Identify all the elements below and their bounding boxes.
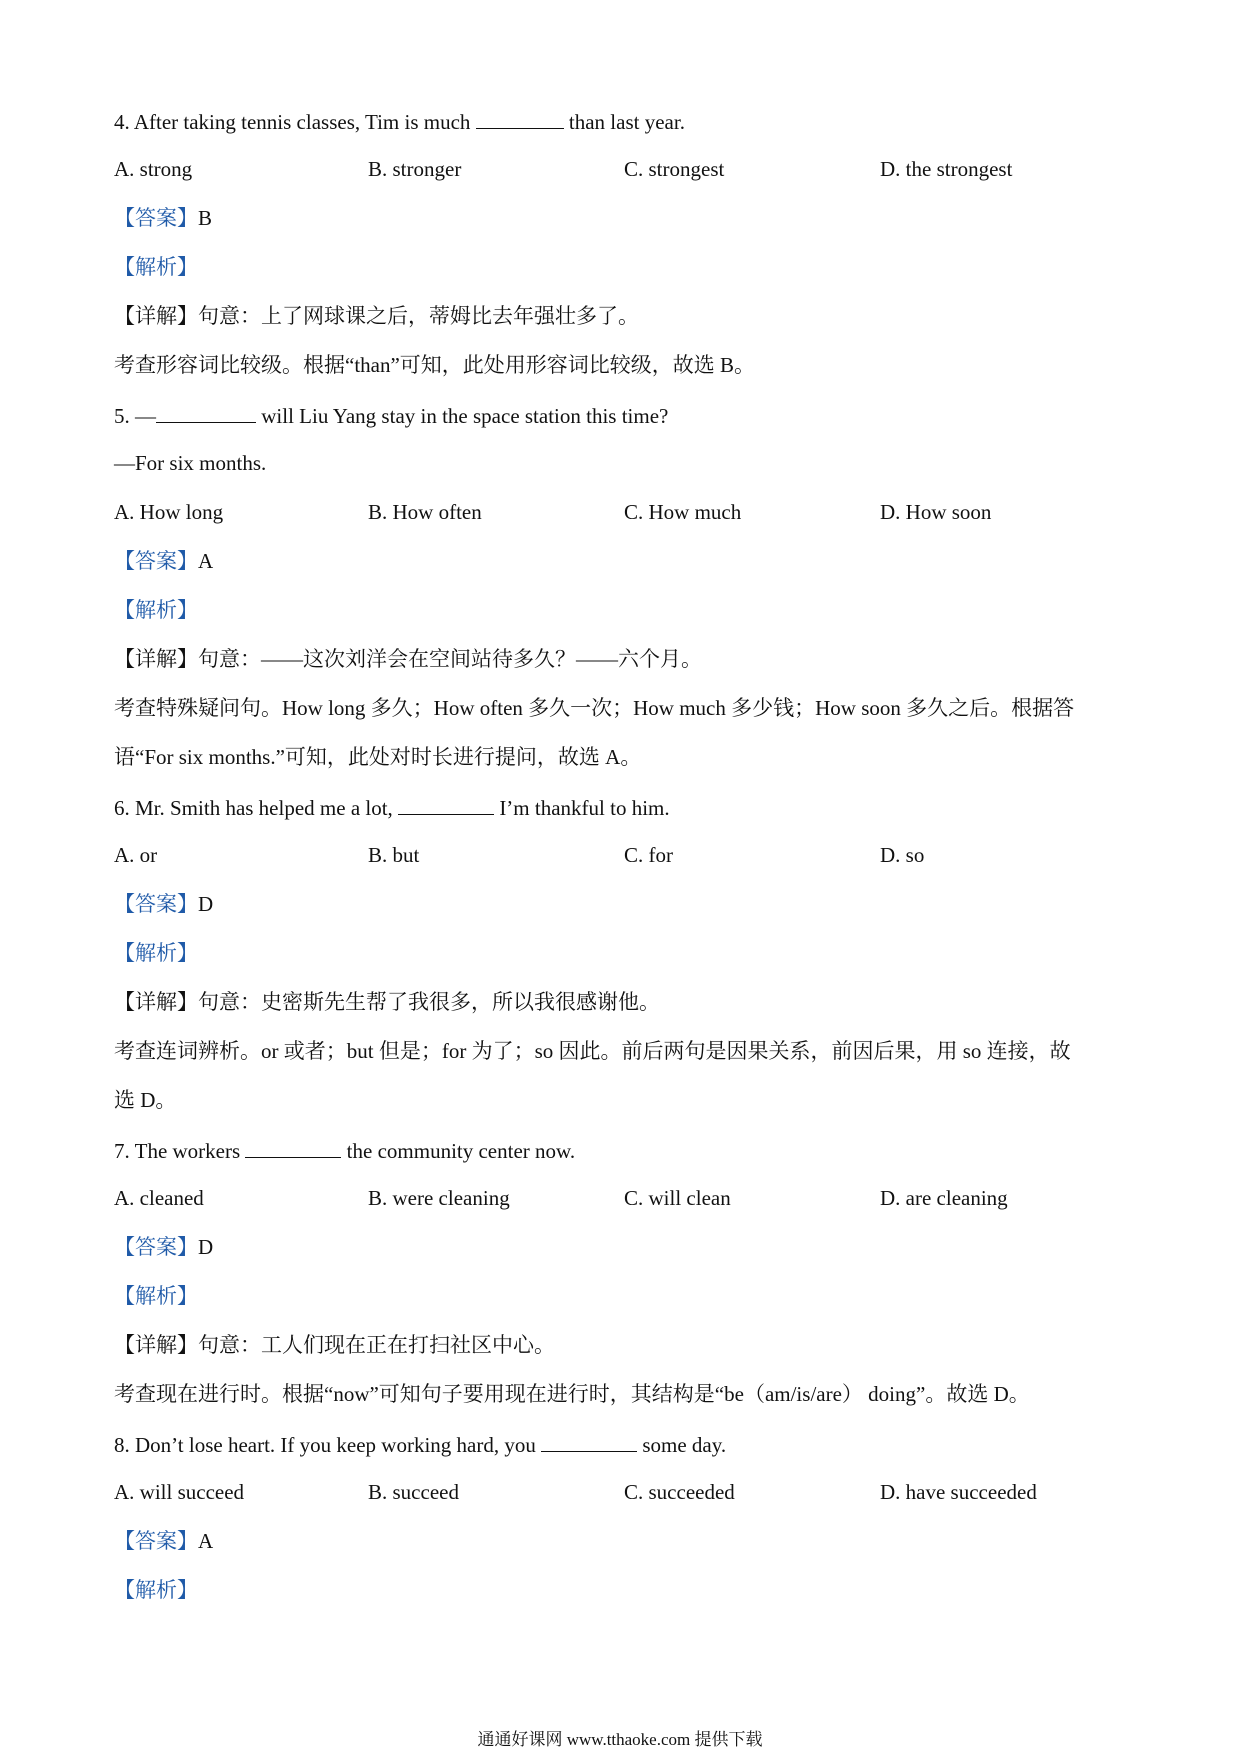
q7-option-c: C. will clean	[624, 1186, 731, 1210]
q5-explanation-2: 语“For six months.”可知，此处对时长进行提问，故选 A。	[114, 745, 642, 769]
q4-stem: 4. After taking tennis classes, Tim is much than last year.	[114, 106, 685, 136]
q7-detail: 【详解】句意：工人们现在正在打扫社区中心。	[114, 1333, 555, 1357]
q6-option-c: C. for	[624, 843, 673, 867]
q4-analysis-label: 【解析】	[114, 255, 198, 279]
q5-analysis-label: 【解析】	[114, 598, 198, 622]
q6-explanation-1: 考查连词辨析。or 或者；but 但是；for 为了；so 因此。前后两句是因果关系，前因后果，用 so 连接，故	[114, 1039, 1071, 1063]
q7-answer: 【答案】D	[114, 1235, 214, 1259]
q8-option-a: A. will succeed	[114, 1480, 245, 1504]
q8-stem: 8. Don’t lose heart. If you keep working hard, you some day.	[114, 1429, 726, 1459]
q8-option-b: B. succeed	[368, 1480, 459, 1504]
q5-explanation-1: 考查特殊疑问句。How long 多久；How often 多久一次；How much 多少钱；How soon 多久之后。根据答	[114, 696, 1075, 720]
q7-option-a: A. cleaned	[114, 1186, 204, 1210]
q7-option-d: D. are cleaning	[880, 1186, 1008, 1210]
q4-answer: 【答案】B	[114, 206, 213, 230]
q4-option-c: C. strongest	[624, 157, 725, 181]
q5-detail: 【详解】句意：——这次刘洋会在空间站待多久？——六个月。	[114, 647, 702, 671]
q8-option-c: C. succeeded	[624, 1480, 735, 1504]
q6-answer: 【答案】D	[114, 892, 214, 916]
q7-stem: 7. The workers the community center now.	[114, 1135, 575, 1165]
answer-blank	[245, 1135, 341, 1158]
q6-option-b: B. but	[368, 843, 420, 867]
footer-source: 通通好课网 www.tthaoke.com 提供下载	[477, 1730, 763, 1749]
q6-stem: 6. Mr. Smith has helped me a lot, I’m thankful to him.	[114, 792, 670, 822]
q5-stem: 5. — will Liu Yang stay in the space station this time?	[114, 400, 668, 430]
q5-answer: 【答案】A	[114, 549, 214, 573]
q5-option-b: B. How often	[368, 500, 482, 524]
q5-reply: —For six months.	[114, 451, 267, 475]
q8-answer: 【答案】A	[114, 1529, 214, 1553]
q6-option-a: A. or	[114, 843, 158, 867]
answer-blank	[476, 106, 564, 129]
q4-detail: 【详解】句意：上了网球课之后，蒂姆比去年强壮多了。	[114, 304, 639, 328]
q5-option-d: D. How soon	[880, 500, 992, 524]
q8-option-d: D. have succeeded	[880, 1480, 1037, 1504]
q4-option-d: D. the strongest	[880, 157, 1013, 181]
q4-option-b: B. stronger	[368, 157, 462, 181]
q6-analysis-label: 【解析】	[114, 941, 198, 965]
q7-option-b: B. were cleaning	[368, 1186, 510, 1210]
q5-option-c: C. How much	[624, 500, 742, 524]
q4-explanation: 考查形容词比较级。根据“than”可知，此处用形容词比较级，故选 B。	[114, 353, 756, 377]
q5-option-a: A. How long	[114, 500, 224, 524]
answer-blank	[541, 1429, 637, 1452]
answer-blank	[398, 792, 494, 815]
q7-explanation: 考查现在进行时。根据“now”可知句子要用现在进行时，其结构是“be（am/is/are） doing”。故选 D。	[114, 1382, 1030, 1406]
q4-option-a: A. strong	[114, 157, 193, 181]
q8-analysis-label: 【解析】	[114, 1578, 198, 1602]
q6-explanation-2: 选 D。	[114, 1088, 177, 1112]
answer-blank	[156, 400, 256, 423]
q6-detail: 【详解】句意：史密斯先生帮了我很多，所以我很感谢他。	[114, 990, 660, 1014]
q6-option-d: D. so	[880, 843, 925, 867]
q7-analysis-label: 【解析】	[114, 1284, 198, 1308]
